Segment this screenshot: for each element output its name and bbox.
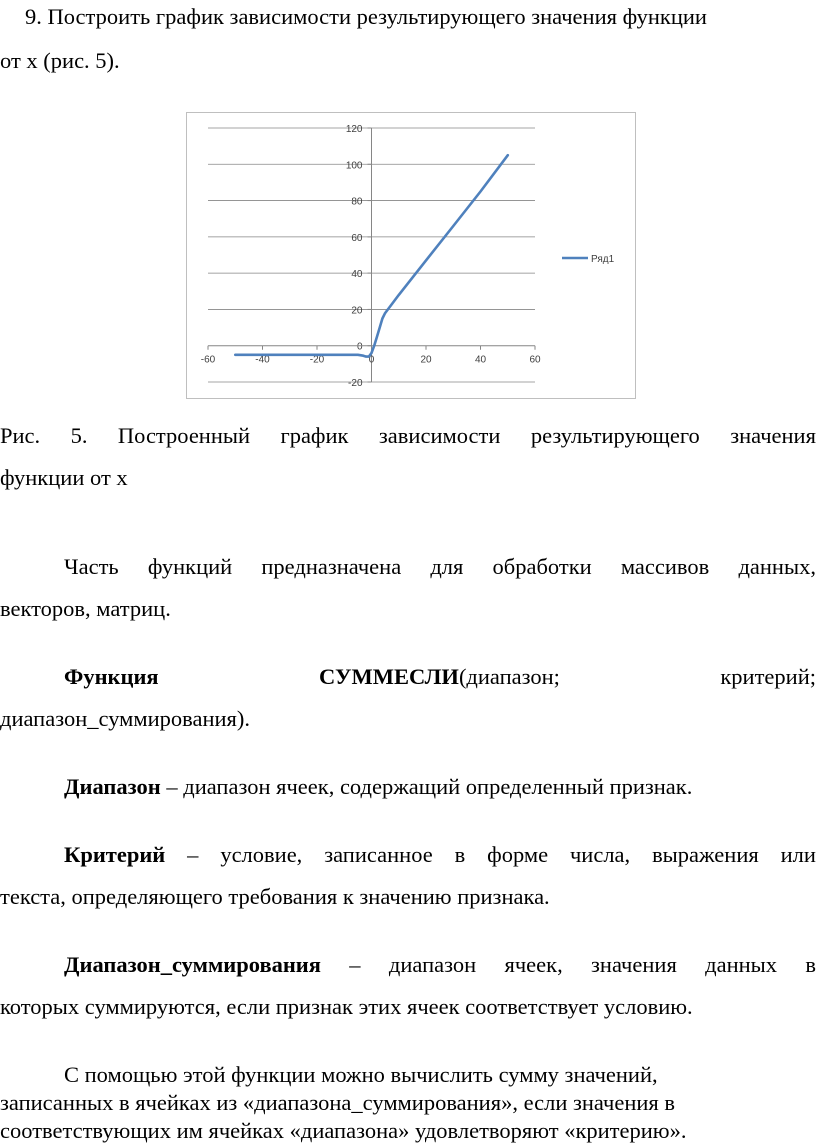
func-arg2: критерий; [720, 664, 816, 689]
def-sum-line2: которых суммируются, если признак этих ячеек соответствует условию. [0, 994, 693, 1019]
def-criterion-word: или [780, 842, 816, 867]
x-tick-label: -20 [309, 354, 325, 366]
y-tick-label: 80 [351, 196, 363, 208]
def-sum-term: Диапазон_суммирования [64, 952, 321, 977]
x-tick-label: -40 [255, 354, 270, 366]
caption-line1 [0, 421, 816, 451]
para1-word: массивов [620, 554, 710, 579]
def-criterion-word: в [454, 842, 466, 867]
def-criterion-word: форме [487, 842, 549, 867]
caption-word: Построенный [117, 423, 251, 448]
caption-word: Рис. [0, 423, 41, 448]
caption-line2: функции от x [0, 465, 128, 490]
def-sum-word: ячеек, [504, 952, 563, 977]
def-criterion-line2: текста, определяющего требования к значению признака. [0, 884, 550, 909]
x-tick-label: -60 [200, 354, 216, 366]
func-name: СУММЕСЛИ [319, 664, 459, 689]
def-criterion-word: выражения [652, 842, 759, 867]
func-line2: диапазон_суммирования). [0, 706, 251, 731]
def-sum-word: в [805, 952, 816, 977]
caption-word: график [280, 423, 349, 448]
figure-5-chart [186, 112, 636, 399]
caption-word: 5. [70, 423, 88, 448]
def-sum-line1 [64, 950, 816, 980]
final-line2: записанных в ячейках из «диапазона_суммирования», если значения в [0, 1090, 675, 1115]
def-sum-word: значения [591, 952, 677, 977]
def-criterion-word: – [187, 842, 199, 867]
y-tick-label: 20 [351, 305, 363, 317]
def-criterion-word: записанное [324, 842, 433, 867]
para1-word: обработки [492, 554, 592, 579]
y-tick-label: 120 [345, 124, 363, 135]
caption-word: зависимости [378, 423, 501, 448]
def-criterion-word: числа, [569, 842, 631, 867]
y-tick-label: 60 [351, 232, 363, 244]
func-args: (диапазон; [458, 664, 560, 689]
def-criterion-line1 [64, 840, 816, 870]
y-tick-label: 40 [351, 269, 363, 281]
def-range-term: Диапазон [64, 774, 161, 799]
func-term: Функция [64, 664, 159, 689]
y-tick-label: 100 [345, 160, 363, 172]
def-sum-word: данных [705, 952, 778, 977]
x-tick-label: 40 [474, 354, 487, 366]
para1-line1 [64, 552, 816, 582]
para1-word: для [430, 554, 464, 579]
para1-word: функций [147, 554, 233, 579]
final-line3: соответствующих им ячейках «диапазона» удовлетворяют «критерию». [0, 1118, 687, 1143]
func-signature [319, 662, 560, 692]
chart-svg [186, 112, 636, 399]
def-criterion-word: условие, [220, 842, 303, 867]
item9-line2: от x (рис. 5). [0, 48, 120, 73]
para1-line2: векторов, матриц. [0, 596, 171, 621]
def-sum-word: – [349, 952, 361, 977]
func-line1 [64, 662, 816, 692]
para1-word: данных, [738, 554, 816, 579]
para1-word: предназначена [261, 554, 402, 579]
x-tick-label: 60 [529, 354, 541, 366]
y-tick-label: -20 [348, 378, 363, 389]
y-tick-label: 0 [356, 341, 363, 353]
legend-label: Ряд1 [591, 254, 615, 265]
x-tick-label: 0 [368, 354, 375, 366]
x-tick-label: 20 [420, 354, 432, 366]
def-range-text: – диапазон ячеек, содержащий определенный признак. [160, 774, 693, 799]
def-sum-word: диапазон [388, 952, 477, 977]
caption-word: значения [730, 423, 816, 448]
def-criterion-term: Критерий [64, 842, 166, 867]
para1-word: Часть [64, 554, 119, 579]
caption-word: результирующего [530, 423, 700, 448]
